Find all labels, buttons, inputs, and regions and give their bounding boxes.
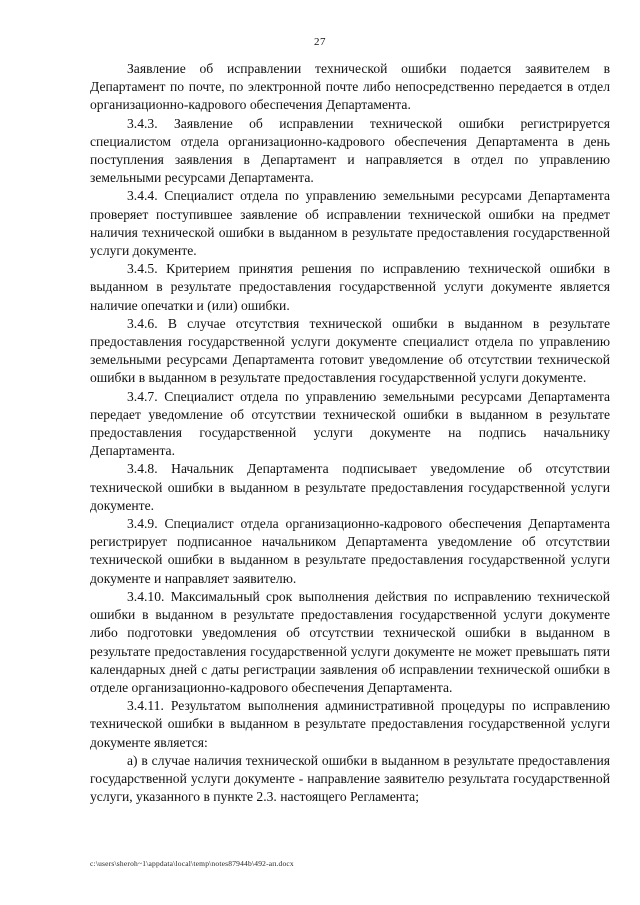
paragraph-3-4-7: 3.4.7. Специалист отдела по управлению земельными ресурсами Департамента передает уведомление об отсутствии технической ошибки в выданном в результате предоставления государственной услуги документе на подпись начальнику Департамента. xyxy=(90,388,610,459)
paragraph-3-4-5: 3.4.5. Критерием принятия решения по исправлению технической ошибки в выданном в результате предоставления государственной услуги документе является наличие опечатки и (или) ошибки. xyxy=(90,261,610,313)
paragraph-intro: Заявление об исправлении технической ошибки подается заявителем в Департамент по почте, по электронной почте либо непосредственно передается в отдел организационно-кадрового обеспечения Департамента. xyxy=(90,61,610,113)
paragraph-3-4-8: 3.4.8. Начальник Департамента подписывает уведомление об отсутствии технической ошибки в выданном в результате предоставления государственной услуги документе. xyxy=(90,461,610,513)
paragraph-3-4-6: 3.4.6. В случае отсутствия технической ошибки в выданном в результате предоставления государственной услуги документе специалист отдела по управлению земельными ресурсами Департамента готовит уведомление об отсутствии технической ошибки в выданном в результате предоставления государственной услуги документе. xyxy=(90,315,610,386)
paragraph-3-4-11-a: а) в случае наличия технической ошибки в выданном в результате предоставления государственной услуги документе - направление заявителю результата государственной услуги, указанного в пункте 2.3. настоящего Регламента; xyxy=(90,752,610,805)
footer-file-path: c:\users\sheroh~1\appdata\local\temp\notes87944b\492-ап.docx xyxy=(90,859,294,868)
paragraph-3-4-10: 3.4.10. Максимальный срок выполнения действия по исправлению технической ошибки в выданном в результате предоставления государственной услуги документе либо подготовки уведомления об отсутствии технической ошибки в выданном в результате предоставления государственной услуги документе не может превышать пяти календарных дней с даты регистрации заявления об исправлении технической ошибки в отделе организационно-кадрового обеспечения Департамента. xyxy=(90,588,610,695)
paragraph-3-4-4: 3.4.4. Специалист отдела по управлению земельными ресурсами Департамента проверяет поступившее заявление об исправлении технической ошибки на предмет наличия технической ошибки в выданном в результате предоставления государственной услуги документе. xyxy=(90,188,610,259)
document-body xyxy=(90,60,610,806)
paragraph-3-4-11: 3.4.11. Результатом выполнения административной процедуры по исправлению технической ошибки в выданном в результате предоставления государственной услуги документе является: xyxy=(90,698,610,750)
paragraph-3-4-9: 3.4.9. Специалист отдела организационно-кадрового обеспечения Департамента регистрирует подписанное начальником Департамента уведомление об отсутствии технической ошибки в выданном в результате предоставления государственной услуги документе и направляет заявителю. xyxy=(90,516,610,586)
paragraph-3-4-3: 3.4.3. Заявление об исправлении технической ошибки регистрируется специалистом отдела организационно-кадрового обеспечения Департамента в день поступления заявления в Департамент и направляется в отдел по управлению земельными ресурсами Департамента. xyxy=(90,115,610,186)
page-number: 27 xyxy=(314,36,326,48)
